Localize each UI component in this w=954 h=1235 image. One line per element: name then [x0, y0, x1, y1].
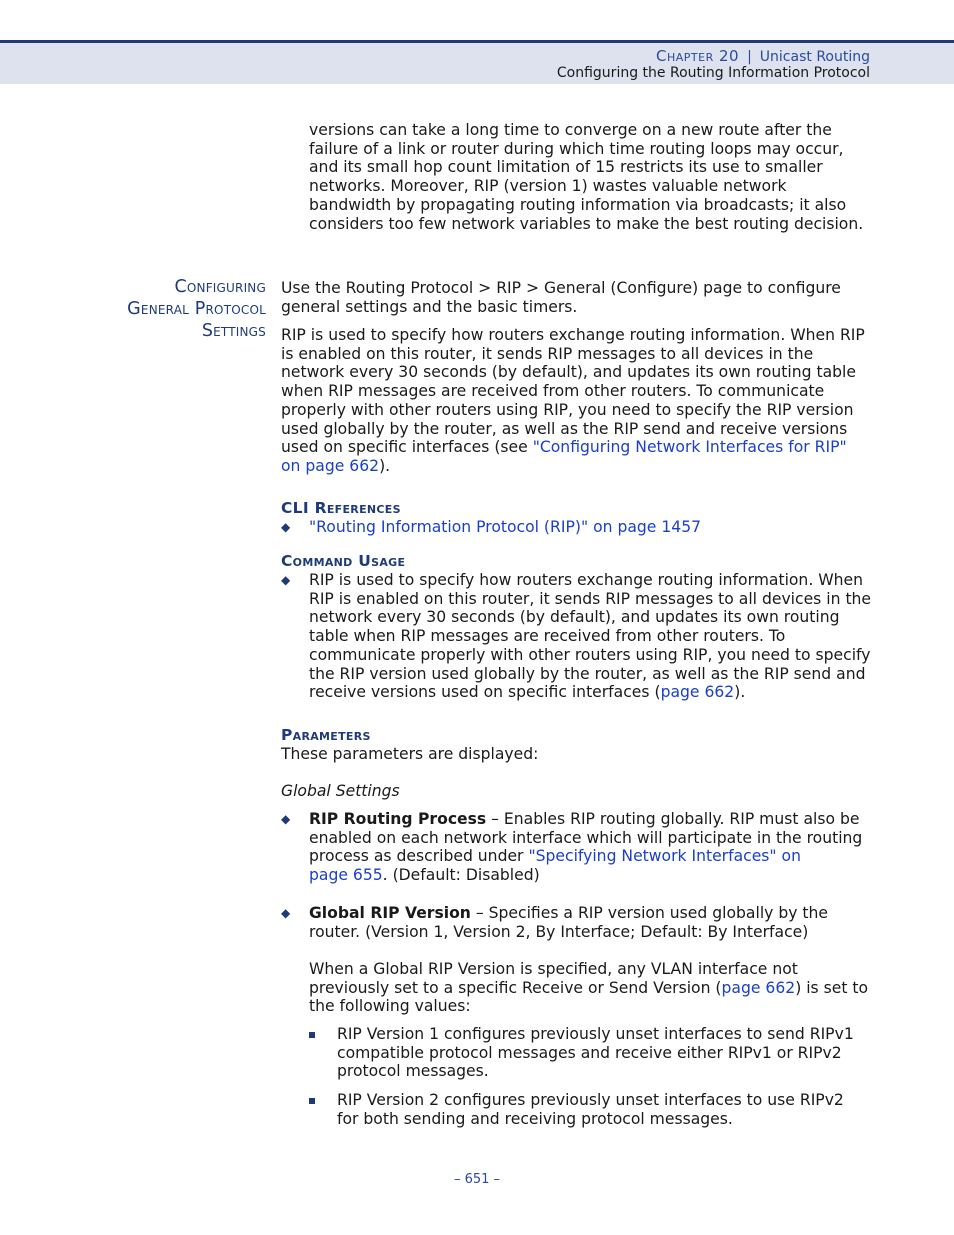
- paragraph-line: network every 30 seconds (by default), and updates its own routing table: [281, 363, 856, 382]
- section-heading: [127, 276, 266, 342]
- paragraph-line: RIP is used to specify how routers exchange routing information. When RIP: [281, 326, 865, 344]
- rip-version-detail: [309, 960, 868, 1016]
- paragraph-line: [281, 438, 865, 457]
- specifying-interfaces-page-link[interactable]: page 655: [309, 866, 383, 885]
- section-paragraph-1: [281, 279, 841, 316]
- specifying-interfaces-link[interactable]: "Specifying Network Interfaces" on: [528, 847, 801, 866]
- parameters-heading: Parameters: [281, 726, 371, 744]
- param-line: When a Global RIP Version is specified, any VLAN interface not: [309, 960, 798, 978]
- parameters-intro: These parameters are displayed:: [281, 745, 539, 763]
- configuring-interfaces-page-link[interactable]: on page 662: [281, 456, 380, 475]
- param-line: [309, 979, 868, 998]
- section-title: Configuring the Routing Information Protocol: [556, 65, 870, 81]
- paragraph-line: [281, 457, 865, 476]
- text-span: . (Default: Disabled): [382, 866, 540, 885]
- header-separator: |: [747, 49, 752, 65]
- header-chapter-line: [656, 47, 870, 65]
- chapter-title: Unicast Routing: [759, 49, 870, 65]
- rip-version-page-link[interactable]: page 662: [721, 978, 796, 997]
- rip-version-item: [309, 904, 828, 941]
- configuring-interfaces-link[interactable]: "Configuring Network Interfaces for RIP": [532, 438, 847, 457]
- square-bullet-icon: [309, 1098, 315, 1104]
- intro-line: failure of a link or router during which time routing loops may occur,: [309, 139, 844, 158]
- text-span: ).: [379, 456, 391, 475]
- command-usage-item: [309, 571, 871, 702]
- rip-process-item: [309, 810, 862, 885]
- intro-line: bandwidth by propagating routing information via broadcasts; it also: [309, 195, 847, 214]
- text-span: used on specific interfaces (see: [281, 438, 533, 457]
- rip-process-term: RIP Routing Process: [309, 810, 487, 828]
- param-line: router. (Version 1, Version 2, By Interface; Default: By Interface): [309, 922, 809, 941]
- usage-line: network every 30 seconds (by default), and updates its own routing: [309, 608, 840, 627]
- sub-item-line: compatible protocol messages and receive either RIPv1 or RIPv2: [337, 1043, 842, 1062]
- usage-line: table when RIP messages are received from other routers. To: [309, 627, 786, 646]
- paragraph-line: used globally by the router, as well as the RIP send and receive versions: [281, 419, 848, 438]
- usage-line: communicate properly with other routers using RIP, you need to specify: [309, 645, 871, 664]
- diamond-bullet-icon: ◆: [281, 573, 291, 587]
- command-usage-heading: Command Usage: [281, 552, 406, 570]
- sub-item-line: for both sending and receiving protocol messages.: [337, 1109, 733, 1128]
- section-heading-line: Configuring: [174, 277, 266, 297]
- rip-version-term: Global RIP Version: [309, 904, 471, 922]
- diamond-bullet-icon: ◆: [281, 520, 291, 534]
- page-number: – 651 –: [453, 1172, 501, 1187]
- sub-item-line: RIP Version 2 configures previously unset interfaces to use RIPv2: [337, 1091, 844, 1109]
- cli-reference-link[interactable]: "Routing Information Protocol (RIP)" on page 1457: [309, 518, 702, 536]
- usage-line: the RIP version used globally by the router, as well as the RIP send and: [309, 664, 866, 683]
- param-line: [309, 866, 862, 885]
- param-line: [309, 904, 828, 923]
- param-line: [309, 847, 862, 866]
- diamond-bullet-icon: ◆: [281, 906, 291, 920]
- intro-line: considers too few network variables to make the best routing decision.: [309, 214, 864, 233]
- section-heading-line: Settings: [201, 321, 266, 341]
- paragraph-line: when RIP messages are received from other routers. To communicate: [281, 382, 825, 401]
- usage-line: RIP is used to specify how routers exchange routing information. When: [309, 571, 864, 589]
- section-paragraph-2: [281, 326, 865, 476]
- text-span: previously set to a specific Receive or Send Version (: [309, 978, 722, 997]
- text-span: – Enables RIP routing globally. RIP must also be: [486, 810, 860, 828]
- text-span: receive versions used on specific interfaces (: [309, 683, 661, 702]
- cli-references-heading: CLI References: [281, 499, 401, 517]
- paragraph-line: properly with other routers using RIP, you need to specify the RIP version: [281, 400, 854, 419]
- param-line: enabled on each network interface which will participate in the routing: [309, 828, 863, 847]
- param-line: the following values:: [309, 997, 471, 1016]
- param-line: [309, 810, 862, 829]
- text-span: ).: [734, 683, 746, 702]
- text-span: ) is set to: [795, 978, 869, 997]
- intro-line: and its small hop count limitation of 15 restricts its use to smaller: [309, 158, 823, 177]
- page-header: [0, 40, 954, 84]
- intro-paragraph: [309, 121, 863, 233]
- paragraph-line: Use the Routing Protocol > RIP > General (Configure) page to configure: [281, 279, 841, 297]
- global-settings-label: [281, 782, 400, 801]
- diamond-bullet-icon: ◆: [281, 812, 291, 826]
- section-heading-line: General Protocol: [127, 299, 266, 319]
- intro-line: networks. Moreover, RIP (version 1) wastes valuable network: [309, 177, 787, 196]
- usage-page-link[interactable]: page 662: [660, 683, 735, 702]
- paragraph-line: general settings and the basic timers.: [281, 297, 578, 316]
- square-bullet-icon: [309, 1032, 315, 1038]
- sub-item-line: RIP Version 1 configures previously unset interfaces to send RIPv1: [337, 1025, 854, 1043]
- usage-line: RIP is enabled on this router, it sends RIP messages to all devices in the: [309, 589, 872, 608]
- paragraph-line: is enabled on this router, it sends RIP messages to all devices in the: [281, 344, 814, 363]
- intro-line: versions can take a long time to converge on a new route after the: [309, 121, 832, 139]
- group-label: Global Settings: [281, 782, 400, 800]
- usage-line: [309, 683, 871, 702]
- rip-v2-item: [337, 1091, 844, 1128]
- sub-item-line: protocol messages.: [337, 1062, 489, 1081]
- text-span: – Specifies a RIP version used globally by the: [470, 904, 829, 922]
- text-span: process as described under: [309, 847, 529, 866]
- chapter-label: Chapter 20: [656, 47, 740, 65]
- rip-v1-item: [337, 1025, 854, 1081]
